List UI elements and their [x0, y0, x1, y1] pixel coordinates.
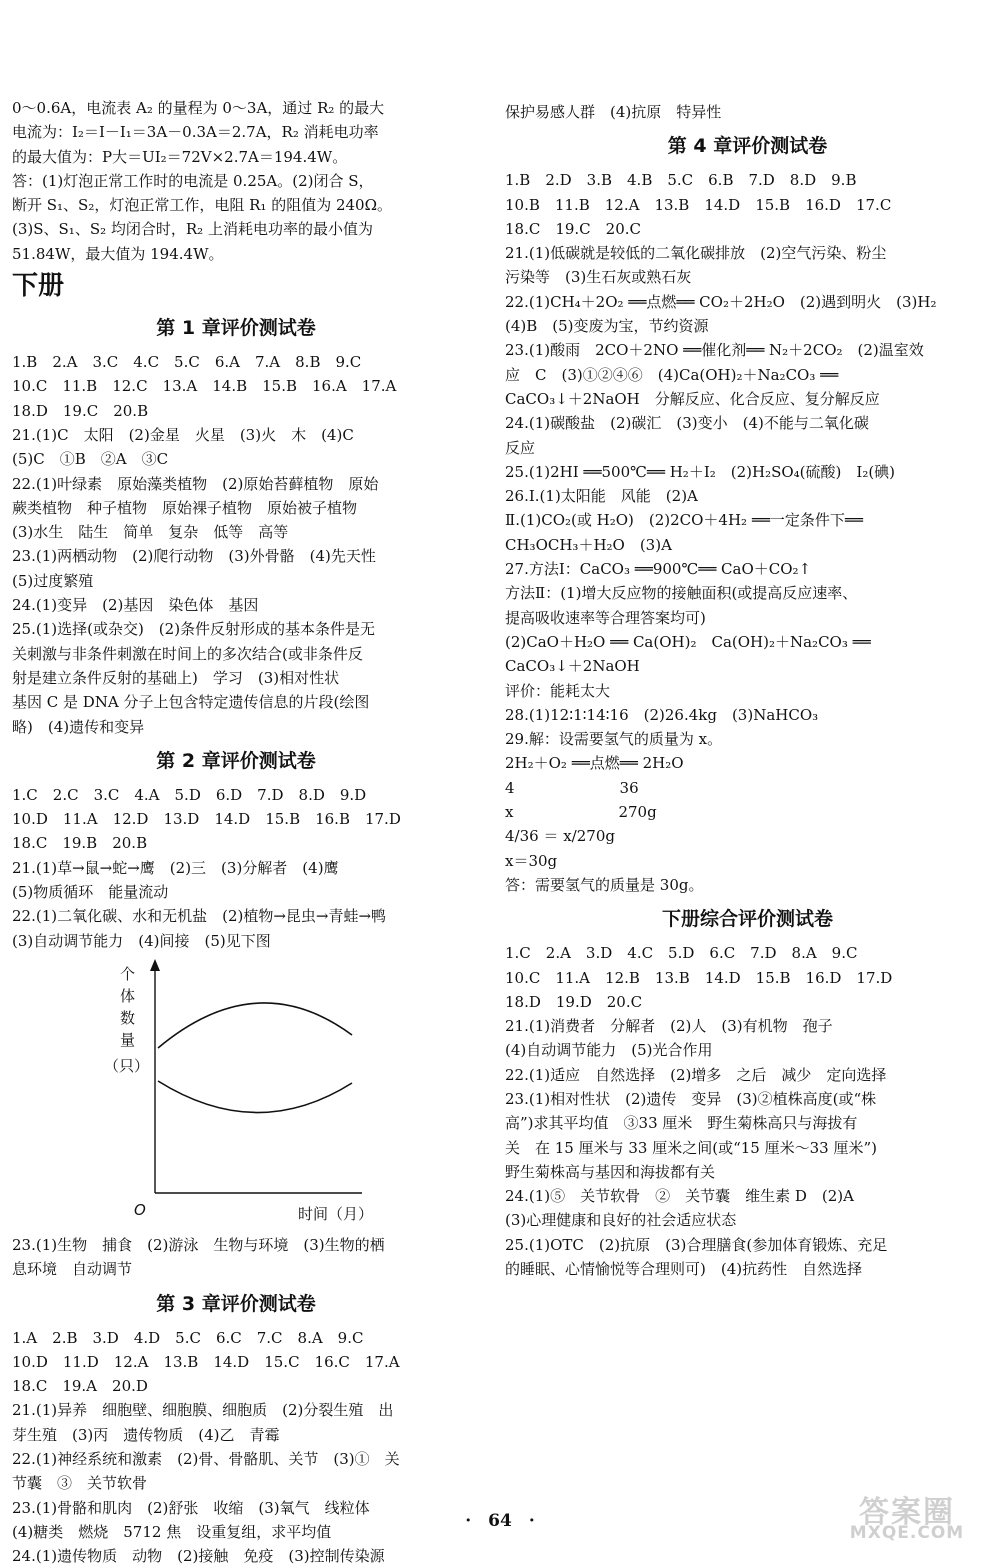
answer-line: 保护易感人群 (4)抗原 特异性 [505, 103, 722, 121]
answer-line: CaCO₃↓＋2NaOH [505, 657, 640, 676]
answer-line: 23.(1)两栖动物 (2)爬行动物 (3)外骨骼 (4)先天性 [12, 547, 376, 566]
upper-curve [158, 1003, 352, 1048]
answer-line: 1.B 2.A 3.C 4.C 5.C 6.A 7.A 8.B 9.C [12, 353, 362, 372]
right-column [505, 100, 990, 1281]
answer-line: 24.(1)碳酸盐 (2)碳汇 (3)变小 (4)不能与二氧化碳 [505, 414, 869, 433]
answer-line: x＝30g [505, 851, 558, 870]
answer-line: 25.(1)2HI ══500℃══ H₂＋I₂ (2)H₂SO₄(硫酸) I₂(碘) [505, 462, 896, 481]
answer-line: 答：(1)灯泡正常工作时的电流是 0.25A。(2)闭合 S， [12, 171, 374, 190]
answer-line: 关 在 15 厘米与 33 厘米之间(或“15 厘米～33 厘米”) [505, 1138, 877, 1157]
answer-line: 1.C 2.C 3.C 4.A 5.D 6.D 7.D 8.D 9.D [12, 785, 367, 804]
answer-line: 野生菊株高与基因和海拔都有关 [505, 1162, 716, 1181]
answer-line: CaCO₃↓＋2NaOH 分解反应、化合反应、复分解反应 [505, 389, 880, 408]
answer-line: 25.(1)选择(或杂交) (2)条件反射形成的基本条件是无 [12, 620, 376, 639]
answer-line: 22.(1)神经系统和激素 (2)骨、骨骼肌、关节 (3)① 关 [12, 1449, 400, 1468]
answer-line: 10.C 11.B 12.C 13.A 14.B 15.B 16.A 17.A [12, 377, 397, 396]
answer-line: 评价：能耗太大 [505, 681, 611, 700]
answer-line: 1.B 2.D 3.B 4.B 5.C 6.B 7.D 8.D 9.B [505, 171, 857, 190]
watermark-main: 答案圈 [859, 1495, 955, 1530]
section-heading: 第 2 章评价测试卷 [156, 749, 316, 772]
answer-line: 28.(1)12∶1∶14∶16 (2)26.4kg (3)NaHCO₃ [505, 705, 819, 724]
answer-line: 基因 C 是 DNA 分子上包含特定遗传信息的片段(绘图 [12, 693, 370, 712]
answer-line: 节囊 ③ 关节软骨 [12, 1474, 148, 1493]
watermark-logo [822, 1487, 992, 1547]
answer-line: 21.(1)C 太阳 (2)金星 火星 (3)火 木 (4)C [12, 425, 354, 444]
y-axis-label-char: 数 [120, 1008, 136, 1027]
answer-line: 25.(1)OTC (2)抗原 (3)合理膳食(参加体育锻炼、充足 [505, 1235, 888, 1254]
answer-line: 射是建立条件反射的基础上) 学习 (3)相对性状 [12, 668, 340, 687]
answer-line: (4)自动调节能力 (5)光合作用 [505, 1041, 713, 1060]
answer-line: (3)S、S₁、S₂ 均闭合时，R₂ 上消耗电功率的最小值为 [12, 220, 373, 239]
answer-line: (4)糖类 燃烧 5712 焦 设重复组，求平均值 [12, 1522, 332, 1541]
answer-line: 略) (4)遗传和变异 [12, 717, 145, 736]
section-heading: 下册 [12, 271, 65, 302]
left-column [12, 96, 460, 1568]
answer-line: 23.(1)生物 捕食 (2)游泳 生物与环境 (3)生物的栖 [12, 1235, 385, 1254]
answer-line: 24.(1)⑤ 关节软骨 ② 关节囊 维生素 D (2)A [505, 1187, 854, 1206]
answer-line: (5)过度繁殖 [12, 571, 94, 590]
answer-line: 24.(1)变异 (2)基因 染色体 基因 [12, 596, 259, 615]
answer-line: 电流为：I₂＝I－I₁＝3A－0.3A＝2.7A，R₂ 消耗电功率 [12, 123, 379, 142]
answer-line: 蕨类植物 种子植物 原始裸子植物 原始被子植物 [12, 498, 358, 517]
answer-line: 22.(1)适应 自然选择 (2)增多 之后 减少 定向选择 [505, 1065, 887, 1084]
page-number: · 64 · [465, 1511, 535, 1531]
y-axis-arrow [150, 959, 160, 971]
answer-line: 21.(1)消费者 分解者 (2)人 (3)有机物 孢子 [505, 1017, 833, 1036]
answer-line: (2)CaO＋H₂O ══ Ca(OH)₂ Ca(OH)₂＋Na₂CO₃ ══ [505, 632, 871, 651]
lower-curve [158, 1081, 352, 1113]
answer-line: 反应 [505, 438, 536, 457]
origin-label: O [134, 1200, 146, 1219]
answer-line: 18.C 19.A 20.D [12, 1377, 148, 1396]
answer-line: 22.(1)叶绿素 原始藻类植物 (2)原始苔藓植物 原始 [12, 474, 379, 493]
answer-line: 26.Ⅰ.(1)太阳能 风能 (2)A [505, 487, 698, 506]
section-heading: 第 3 章评价测试卷 [156, 1292, 316, 1315]
answer-line: 4 36 [505, 778, 639, 797]
answer-line: 4/36 ＝ x/270g [505, 827, 615, 846]
y-axis-unit: （只） [104, 1056, 150, 1075]
answer-line: 51.84W，最大值为 194.4W。 [12, 244, 224, 263]
answer-line: 18.C 19.B 20.B [12, 834, 148, 853]
answer-line: 10.B 11.B 12.A 13.B 14.D 15.B 16.D 17.C [505, 195, 892, 214]
answer-line: 21.(1)低碳就是较低的二氧化碳排放 (2)空气污染、粉尘 [505, 244, 887, 263]
answer-line: (5)C ①B ②A ③C [12, 450, 169, 469]
y-axis-label-char: 个 [120, 964, 136, 983]
answer-line: 23.(1)相对性状 (2)遗传 变异 (3)②植株高度(或“株 [505, 1089, 877, 1108]
answer-line: 24.(1)遗传物质 动物 (2)接触 免疫 (3)控制传染源 [12, 1547, 385, 1566]
y-axis-label-char: 体 [120, 986, 136, 1005]
answer-line: 27.方法Ⅰ：CaCO₃ ══900℃══ CaO＋CO₂↑ [505, 560, 812, 579]
answer-line: 芽生殖 (3)丙 遗传物质 (4)乙 青霉 [12, 1425, 280, 1444]
answer-line: 息环境 自动调节 [12, 1260, 133, 1279]
answer-line: 21.(1)草→鼠→蛇→鹰 (2)三 (3)分解者 (4)鹰 [12, 858, 339, 877]
answer-line: 23.(1)酸雨 2CO＋2NO ══催化剂══ N₂＋2CO₂ (2)温室效 [505, 341, 924, 360]
answer-line: 的最大值为：P大＝UI₂＝72V×2.7A＝194.4W。 [12, 147, 348, 166]
answer-line: 21.(1)异养 细胞壁、细胞膜、细胞质 (2)分裂生殖 出 [12, 1401, 394, 1420]
answer-line: 答：需要氢气的质量是 30g。 [505, 875, 704, 894]
answer-line: 1.A 2.B 3.D 4.D 5.C 6.C 7.C 8.A 9.C [12, 1328, 364, 1347]
answer-line: 高”)求其平均值 ③33 厘米 野生菊株高只与海拔有 [505, 1114, 858, 1133]
answer-line: 的睡眠、心情愉悦等合理则可) (4)抗药性 自然选择 [505, 1260, 863, 1279]
answer-line: 18.D 19.C 20.B [12, 401, 149, 420]
answer-line: 18.C 19.C 20.C [505, 219, 641, 238]
answer-line: 提高吸收速率等合理答案均可) [505, 608, 706, 627]
answer-line: CH₃OCH₃＋H₂O (3)A [505, 535, 672, 554]
answer-line: 断开 S₁、S₂，灯泡正常工作，电阻 R₁ 的阻值为 240Ω。 [12, 196, 393, 215]
section-heading: 下册综合评价测试卷 [661, 908, 833, 931]
answer-line: (4)B (5)变废为宝，节约资源 [505, 317, 709, 336]
answer-line: 2H₂＋O₂ ══点燃══ 2H₂O [505, 754, 684, 773]
answer-line: 29.解：设需要氢气的质量为 x。 [505, 730, 723, 749]
answer-line: (5)物质循环 能量流动 [12, 883, 169, 902]
y-axis-label-char: 量 [120, 1030, 136, 1049]
answer-line: 10.C 11.A 12.B 13.B 14.D 15.B 16.D 17.D [505, 968, 893, 987]
population-figure [12, 953, 460, 1233]
answer-line: 0～0.6A，电流表 A₂ 的量程为 0～3A，通过 R₂ 的最大 [12, 99, 385, 117]
answer-line: 1.C 2.A 3.D 4.C 5.D 6.C 7.D 8.A 9.C [505, 944, 858, 963]
answer-line: (3)心理健康和良好的社会适应状态 [505, 1211, 737, 1230]
answer-line: 污染等 (3)生石灰或熟石灰 [505, 268, 692, 287]
watermark-url: MXQE.COM [849, 1523, 965, 1543]
answer-line: Ⅱ.(1)CO₂(或 H₂O) (2)2CO＋4H₂ ══一定条件下══ [505, 511, 863, 530]
x-axis-label: 时间（月） [298, 1204, 374, 1223]
answer-line: (3)自动调节能力 (4)间接 (5)见下图 [12, 931, 271, 950]
answer-line: (3)水生 陆生 简单 复杂 低等 高等 [12, 523, 289, 542]
answer-line: 22.(1)二氧化碳、水和无机盐 (2)植物→昆虫→青蛙→鸭 [12, 907, 387, 926]
answer-line: 10.D 11.A 12.D 13.D 14.D 15.B 16.B 17.D [12, 810, 401, 829]
answer-line: 10.D 11.D 12.A 13.B 14.D 15.C 16.C 17.A [12, 1352, 400, 1371]
answer-line: 22.(1)CH₄＋2O₂ ══点燃══ CO₂＋2H₂O (2)遇到明火 (3)H₂ [505, 292, 937, 311]
answer-line: x 270g [505, 803, 657, 822]
section-heading: 第 1 章评价测试卷 [156, 317, 316, 340]
population-graph [12, 953, 460, 1233]
section-heading: 第 4 章评价测试卷 [667, 135, 828, 158]
answer-line: 方法Ⅱ：(1)增大反应物的接触面积(或提高反应速率、 [505, 584, 858, 603]
answer-line: 23.(1)骨骼和肌肉 (2)舒张 收缩 (3)氧气 线粒体 [12, 1498, 370, 1517]
answer-line: 关刺激与非条件刺激在时间上的多次结合(或非条件反 [12, 644, 363, 663]
answer-line: 18.D 19.D 20.C [505, 992, 643, 1011]
answer-line: 应 C (3)①②④⑥ (4)Ca(OH)₂＋Na₂CO₃ ══ [505, 365, 839, 384]
